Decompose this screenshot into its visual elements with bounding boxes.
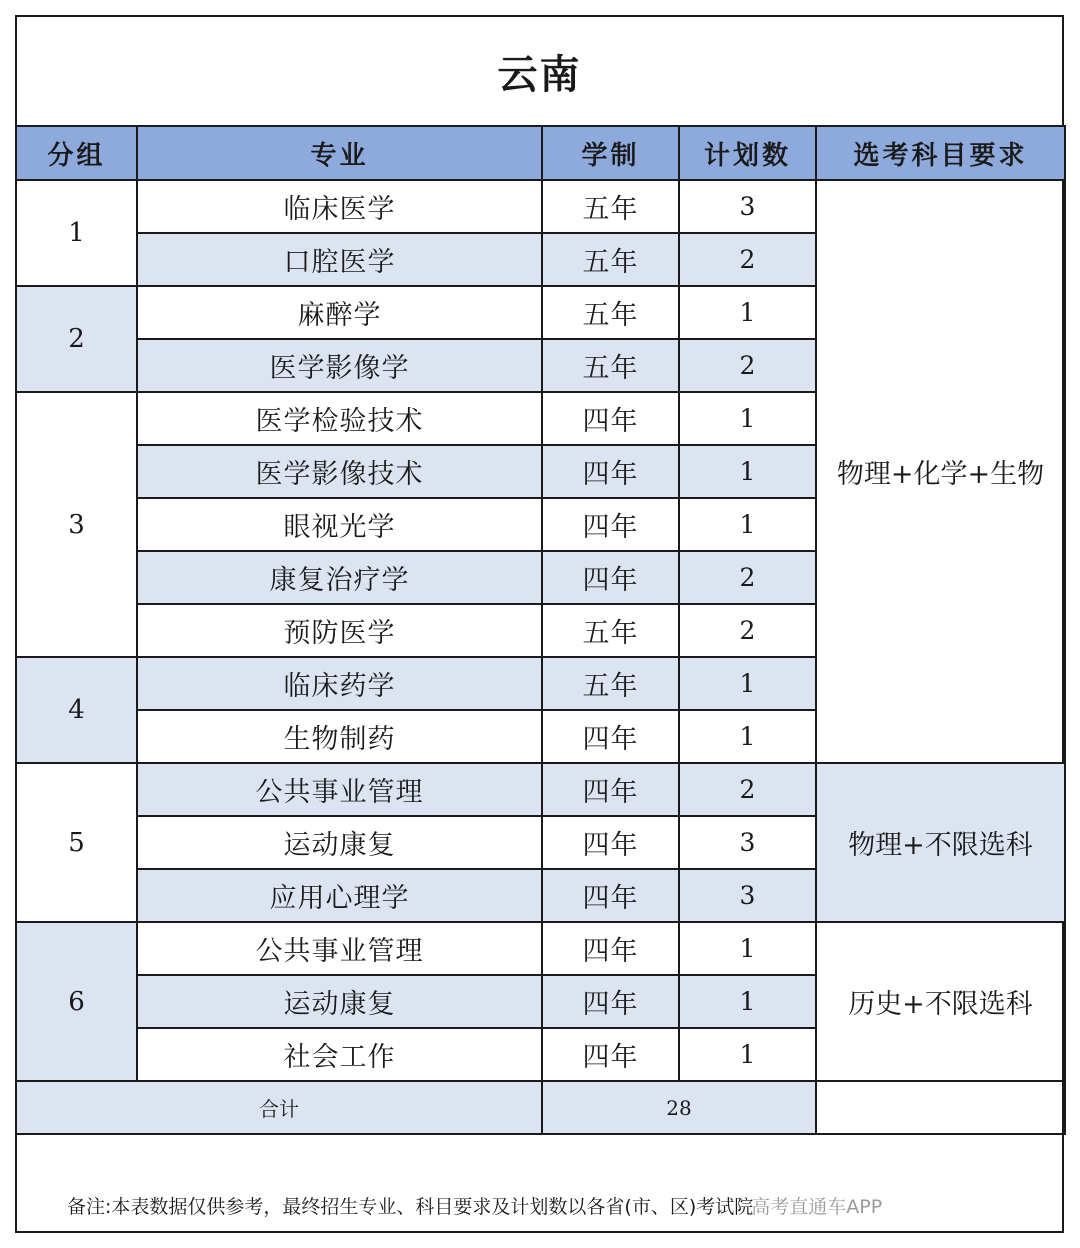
plan-cell: 3 — [679, 180, 816, 233]
major-cell: 社会工作 — [137, 1028, 542, 1081]
footnote — [17, 1180, 1062, 1231]
watermark-text: 高考直通车APP — [751, 1196, 883, 1218]
group-cell: 6 — [16, 922, 137, 1081]
group-cell: 3 — [16, 392, 137, 657]
total-value: 28 — [542, 1081, 816, 1134]
total-blank-cell — [816, 1081, 1065, 1134]
group-cell: 1 — [16, 180, 137, 286]
years-cell: 四年 — [542, 445, 679, 498]
plan-cell: 1 — [679, 445, 816, 498]
major-cell: 临床医学 — [137, 180, 542, 233]
major-cell: 临床药学 — [137, 657, 542, 710]
page-title: 云南 — [497, 51, 582, 98]
admission-plan-table — [15, 125, 1066, 1135]
plan-cell: 1 — [679, 498, 816, 551]
table-row — [16, 763, 1065, 816]
table-row — [16, 922, 1065, 975]
major-cell: 医学影像学 — [137, 339, 542, 392]
years-cell: 五年 — [542, 233, 679, 286]
total-label: 合计 — [16, 1081, 542, 1134]
major-cell: 预防医学 — [137, 604, 542, 657]
group-cell: 4 — [16, 657, 137, 763]
major-cell: 运动康复 — [137, 816, 542, 869]
major-cell: 口腔医学 — [137, 233, 542, 286]
header-row — [16, 126, 1065, 180]
major-cell: 运动康复 — [137, 975, 542, 1028]
requirement-cell: 物理+不限选科 — [816, 763, 1065, 922]
years-cell: 四年 — [542, 869, 679, 922]
major-cell: 公共事业管理 — [137, 922, 542, 975]
years-cell: 四年 — [542, 1028, 679, 1081]
major-cell: 公共事业管理 — [137, 763, 542, 816]
total-row — [16, 1081, 1065, 1134]
requirement-cell: 物理+化学+生物 — [816, 180, 1065, 763]
major-cell: 医学影像技术 — [137, 445, 542, 498]
group-cell: 5 — [16, 763, 137, 922]
years-cell: 五年 — [542, 286, 679, 339]
plan-cell: 2 — [679, 233, 816, 286]
footnote-text: 备注:本表数据仅供参考，最终招生专业、科目要求及计划数以各省(市、区)考试院 — [67, 1196, 754, 1218]
plan-cell: 1 — [679, 657, 816, 710]
plan-cell: 1 — [679, 392, 816, 445]
years-cell: 四年 — [542, 710, 679, 763]
header-requirement: 选考科目要求 — [816, 126, 1065, 180]
plan-cell: 2 — [679, 763, 816, 816]
major-cell: 应用心理学 — [137, 869, 542, 922]
years-cell: 四年 — [542, 392, 679, 445]
years-cell: 四年 — [542, 763, 679, 816]
major-cell: 康复治疗学 — [137, 551, 542, 604]
table-row — [16, 180, 1065, 233]
years-cell: 五年 — [542, 339, 679, 392]
years-cell: 四年 — [542, 551, 679, 604]
years-cell: 四年 — [542, 975, 679, 1028]
group-cell: 2 — [16, 286, 137, 392]
plan-cell: 2 — [679, 604, 816, 657]
plan-cell: 1 — [679, 286, 816, 339]
years-cell: 四年 — [542, 498, 679, 551]
plan-cell: 1 — [679, 975, 816, 1028]
plan-cell: 3 — [679, 816, 816, 869]
years-cell: 五年 — [542, 657, 679, 710]
plan-cell: 1 — [679, 922, 816, 975]
major-cell: 医学检验技术 — [137, 392, 542, 445]
requirement-cell: 历史+不限选科 — [816, 922, 1065, 1081]
header-major: 专业 — [137, 126, 542, 180]
years-cell: 五年 — [542, 180, 679, 233]
years-cell: 四年 — [542, 816, 679, 869]
major-cell: 眼视光学 — [137, 498, 542, 551]
plan-cell: 1 — [679, 1028, 816, 1081]
plan-cell: 2 — [679, 551, 816, 604]
header-years: 学制 — [542, 126, 679, 180]
plan-cell: 3 — [679, 869, 816, 922]
major-cell: 麻醉学 — [137, 286, 542, 339]
major-cell: 生物制药 — [137, 710, 542, 763]
years-cell: 四年 — [542, 922, 679, 975]
plan-cell: 1 — [679, 710, 816, 763]
header-plan: 计划数 — [679, 126, 816, 180]
years-cell: 五年 — [542, 604, 679, 657]
header-group: 分组 — [16, 126, 137, 180]
plan-cell: 2 — [679, 339, 816, 392]
